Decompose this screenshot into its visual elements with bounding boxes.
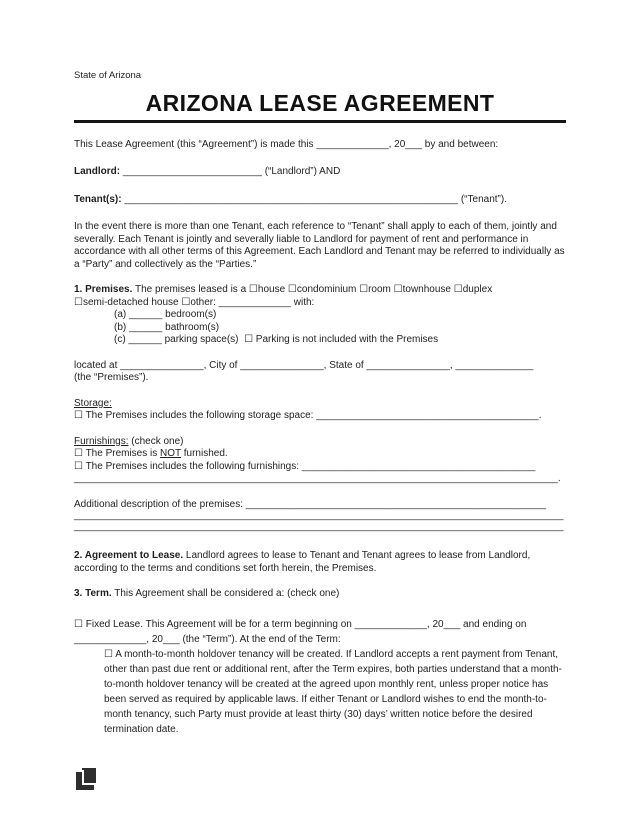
premises-intro-line — [74, 284, 566, 297]
furnishings-heading: Furnishings: — [74, 435, 129, 447]
document-content — [74, 70, 566, 737]
tenant-line — [74, 194, 566, 207]
landlord-blank: _________________________ (“Landlord”) AND — [122, 166, 341, 177]
parking-line: (c) ______ parking space(s) ☐ Parking is not included with the Premises — [114, 334, 439, 345]
holdover-paragraph: ☐ A month-to-month holdover tenancy will be created. If Landlord accepts a rent payment from Tenant, other than past due rent or additional rent, after the Term expires, both parties understand that a month-to-month holdover tenancy will be created at the agreed upon monthly rent, unless proper notice has been served as required by applicable laws. If either Tenant or Landlord wishes to end the month-to-month tenancy, such Party must provide at least thirty (30) days’ written notice before the desired termination date. — [104, 648, 562, 735]
tenant-label: Tenant(s): — [74, 193, 122, 205]
storage-heading: Storage: — [74, 397, 112, 409]
additional-description-block — [74, 499, 566, 533]
section-term — [74, 588, 566, 601]
furnishings-block — [74, 436, 566, 486]
storage-checkbox-line: ☐ The Premises includes the following storage space: ________________________________________. — [74, 410, 542, 421]
furnishings-not-post: furnished. — [183, 448, 228, 459]
furnishings-note: (check one) — [131, 435, 184, 447]
agreement-text: Landlord agrees to lease to Tenant and Tenant agrees to lease from Landlord, according to the terms and conditions set forth herein, the Premises. — [74, 550, 531, 574]
located-line: located at _______________, City of _______________, State of _______________, ______________ — [74, 359, 534, 371]
located-block — [74, 360, 566, 385]
agreement-heading: 2. Agreement to Lease. — [74, 550, 184, 561]
page-title: ARIZONA LEASE AGREEMENT — [145, 89, 495, 116]
furnishings-heading-line — [74, 436, 566, 449]
section-premises — [74, 284, 566, 347]
fixed-lease-block — [74, 617, 566, 737]
fixed-lease-line-1: ☐ Fixed Lease. This Agreement will be for a term beginning on _____________, 20___ and ending on — [74, 618, 527, 630]
additional-blank-line-1: ________________________________________________________________________________________ — [74, 510, 564, 521]
furnishings-includes-line: ☐ The Premises includes the following furnishings: __________________________________________ — [74, 460, 536, 472]
landlord-line — [74, 166, 566, 179]
bedrooms-line: (a) ______ bedroom(s) — [114, 309, 217, 320]
storage-block — [74, 398, 566, 423]
furnishings-not-line — [74, 448, 566, 461]
premises-count-list — [74, 309, 566, 347]
legaltemplates-logo-icon — [74, 768, 96, 792]
intro-made-line: This Lease Agreement (this “Agreement”) is made this _____________, 20___ by and between: — [74, 138, 499, 150]
term-text: This Agreement shall be considered a: (check one) — [114, 588, 340, 599]
state-label: State of Arizona — [74, 70, 142, 81]
section-agreement-to-lease — [74, 550, 566, 575]
title-rule — [74, 120, 566, 123]
fixed-lease-line-2: _____________, 20___ (the “Term”). At the end of the Term: — [74, 633, 341, 645]
furnishings-continuation-line: _______________________________________________________________________________________. — [74, 473, 561, 484]
furnishings-not-word: NOT — [160, 448, 181, 459]
landlord-label: Landlord: — [74, 166, 121, 177]
term-heading: 3. Term. — [74, 588, 112, 599]
bathrooms-line: (b) ______ bathroom(s) — [114, 321, 220, 333]
additional-description-line: Additional description of the premises: ______________________________________________________ — [74, 498, 547, 510]
additional-blank-line-2: ________________________________________________________________________________________ — [74, 520, 564, 532]
premises-type-checkboxes: The premises leased is a ☐house ☐condominium ☐room ☐townhouse ☐duplex — [134, 284, 493, 295]
premises-defined-line: (the “Premises”). — [74, 372, 149, 383]
premises-heading: 1. Premises. — [74, 284, 133, 295]
furnishings-not-pre: ☐ The Premises is — [74, 448, 158, 459]
parties-paragraph: In the event there is more than one Tenant, each reference to “Tenant” shall apply to each of them, jointly and severally. Each Tenant is jointly and severally liable to Landlord for payment of rent and performance in accordance with all other terms of this Agreement. Each Landlord and Tenant may be referred to individually as a “Party” and collectively as the “Parties.” — [74, 221, 565, 270]
premises-type-line2: ☐semi-detached house ☐other: _____________ with: — [74, 296, 315, 308]
tenant-blank: ____________________________________________________________ (“Tenant”). — [124, 193, 507, 205]
